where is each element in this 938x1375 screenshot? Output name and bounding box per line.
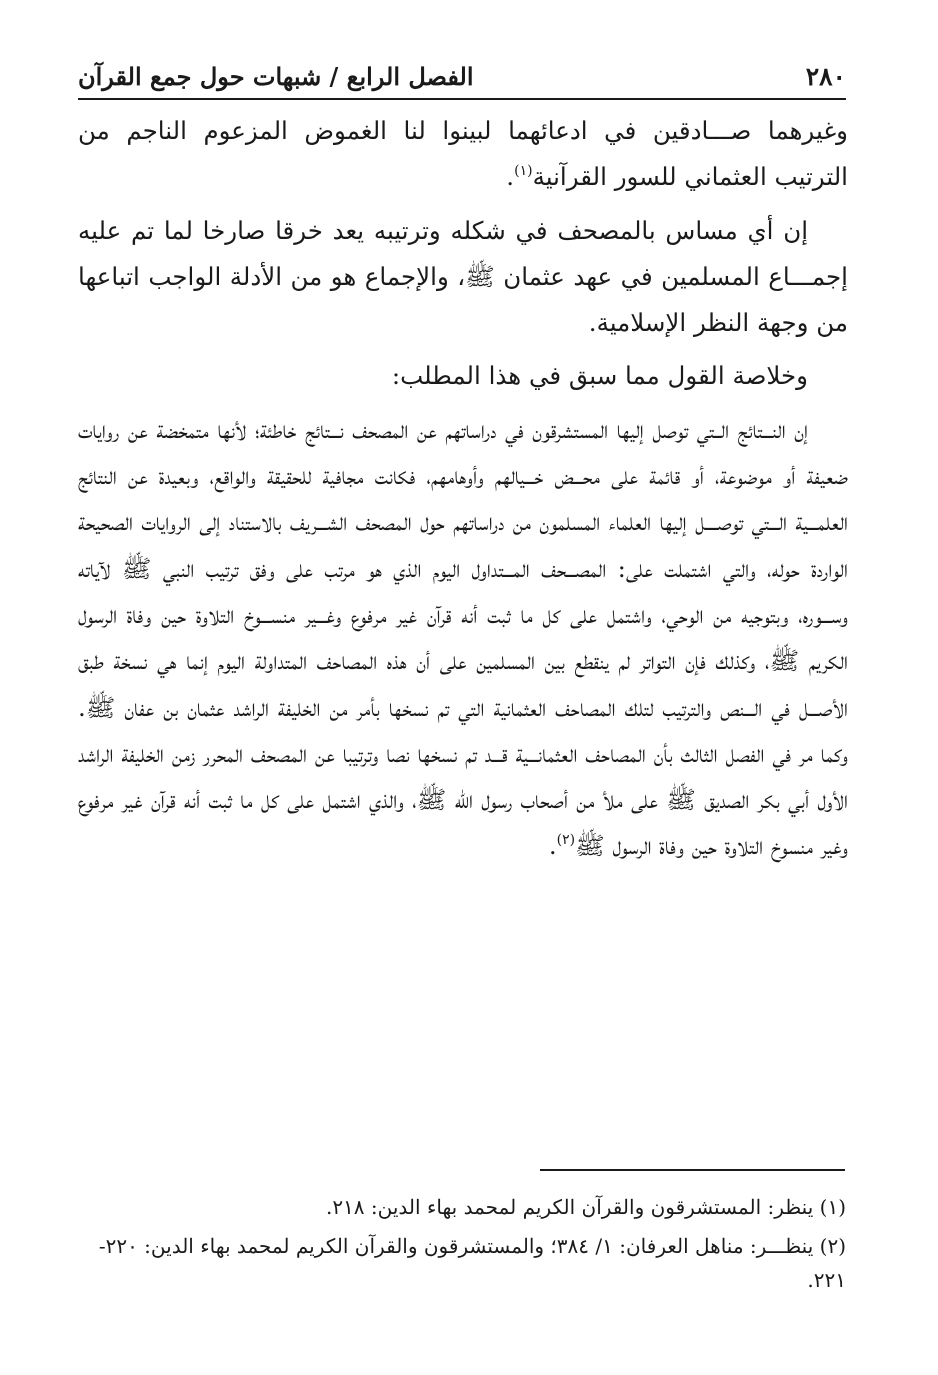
paragraph-2: إن أي مساس بالمصحف في شكله وترتيبه يعد خرقا صارخا لما تم عليه إجمـــاع المسلمين في عهد عثمان ﷺ، والإجماع هو من الأدلة الواجب اتباعها من وجهة النظر الإسلامية. [78, 215, 848, 338]
chapter-title: الفصل الرابع / شبهات حول جمع القرآن [78, 61, 474, 91]
page-number: ٢٨٠ [805, 61, 846, 91]
paragraph-1-text: وغيرهما صـــادقين في ادعائهما لبينوا لنا الغموض المزعوم الناجم من الترتيب العثماني للسور القرآنية [78, 116, 848, 192]
footnote-1: (١) ينظر: المستشرقون والقرآن الكريم لمحمد بهاء الدين: ٢١٨. [325, 1195, 846, 1219]
main-text [78, 108, 848, 877]
footnote-ref-1: (١) [514, 163, 533, 180]
running-header [78, 54, 846, 100]
footnotes [78, 1190, 846, 1302]
footnote-ref-2: (٢) [556, 832, 576, 849]
footnote-2: (٢) ينظـــر: مناهل العرفان: ١/ ٣٨٤؛ والمستشرقون والقرآن الكريم لمحمد بهاء الدين: ٢٢٠- ٢٢١. [98, 1234, 846, 1292]
footnote-separator [540, 1169, 845, 1171]
paragraph-4-text: إن النـــتائج الــتي توصل إليها المستشرقون في دراساتهم عن المصحف نـــتائج خاطئة؛ لأنها متمخضة عن روايات ضعيفة أو موضوعة، أو قائمة على محـــض خـــيالهم وأوهامهم، فكانت مجافية للحقيقة والواقع، وبعيدة عن النتائج العلمـــية الـــتي توصــــل إليها العلماء المسلمون من دراساتهم حول المصحف الشـــريف بالاستناد إلى الروايات الصحيحة الواردة حوله، والتي اشتملت على: المصـــحف المـــتداول اليوم الذي هو مرتب على وفق ترتيب النبي ﷺ لآياته وســـوره، وبتوجيه من الوحي، واشتمل على كل ما ثبت أنه قرآن غير مرفوع وغـــير منســـوخ التلاوة حين وفاة الرسول الكريم ﷺ، وكذلك فإن التواتر لم ينقطع بين المسلمين على أن هذه المصاحف المتداولة اليوم إنما هي نسخة طبق الأصـــل في الـــنص والترتيب لتلك المصاحف العثمانية التي تم نسخها بأمر من الخليفة الراشد عثمان بن عفان ﷺ. وكما مر في الفصل الثالث بأن المصاحف العثمانـــية قـــد تم نسخها نصا وترتيبا عن المصحف المحرر زمن الخليفة الراشد الأول أبي بكر الصديق ﷺ على ملأ من أصحاب رسول الله ﷺ، والذي اشتمل على كل ما ثبت أنه قرآن غير مرفوع وغير منسوخ التلاوة حين وفاة الرسول ﷺ [78, 414, 848, 861]
paragraph-4-end: . [548, 831, 557, 861]
paragraph-1 [78, 108, 848, 201]
paragraph-3: وخلاصة القول مما سبق في هذا المطلب: [391, 361, 808, 391]
paragraph-1-end: . [506, 162, 515, 192]
paragraph-4 [78, 407, 848, 870]
